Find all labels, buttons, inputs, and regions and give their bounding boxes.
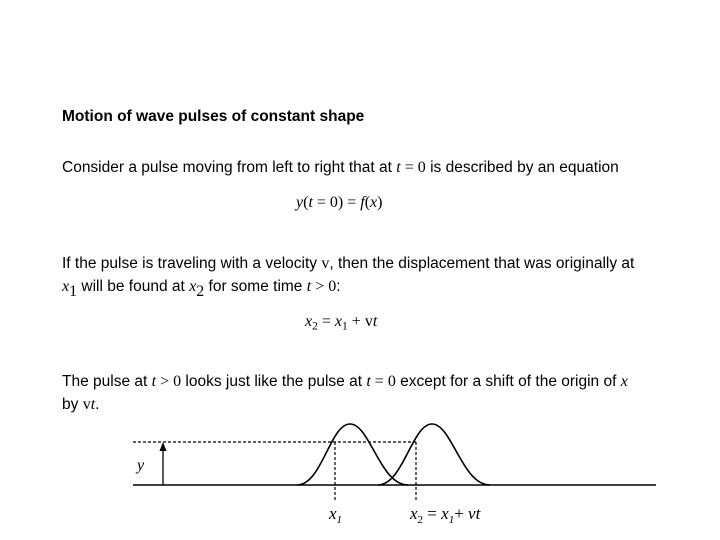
section-title: Motion of wave pulses of constant shape: [62, 108, 365, 125]
x1-label: $x_1$: [329, 504, 343, 526]
equation-initial-shape: y(t = 0) = f(x): [296, 194, 383, 211]
x2-label: $x_2 = x_1+$ vt: [410, 504, 481, 526]
pulse-shifted: [378, 424, 490, 485]
pulse-initial: [297, 424, 408, 485]
equation-displacement: $x_2 = x_1$ + vt: [305, 313, 378, 333]
paragraph-shift-line2: by vt.: [62, 396, 100, 413]
paragraph-velocity-line2: $x_1$ will be found at $x_2$ for some time t > 0:: [62, 278, 341, 300]
paragraph-velocity-line1: If the pulse is traveling with a velocity v, then the displacement that was originally at: [62, 255, 635, 272]
arrow-head: [160, 442, 167, 451]
paragraph-shift-line1: The pulse at t > 0 looks just like the pulse at t = 0 except for a shift of the origin of x: [62, 373, 628, 390]
paragraph-intro: Consider a pulse moving from left to right that at t = 0 is described by an equation: [62, 159, 619, 176]
y-label: y: [137, 457, 145, 474]
